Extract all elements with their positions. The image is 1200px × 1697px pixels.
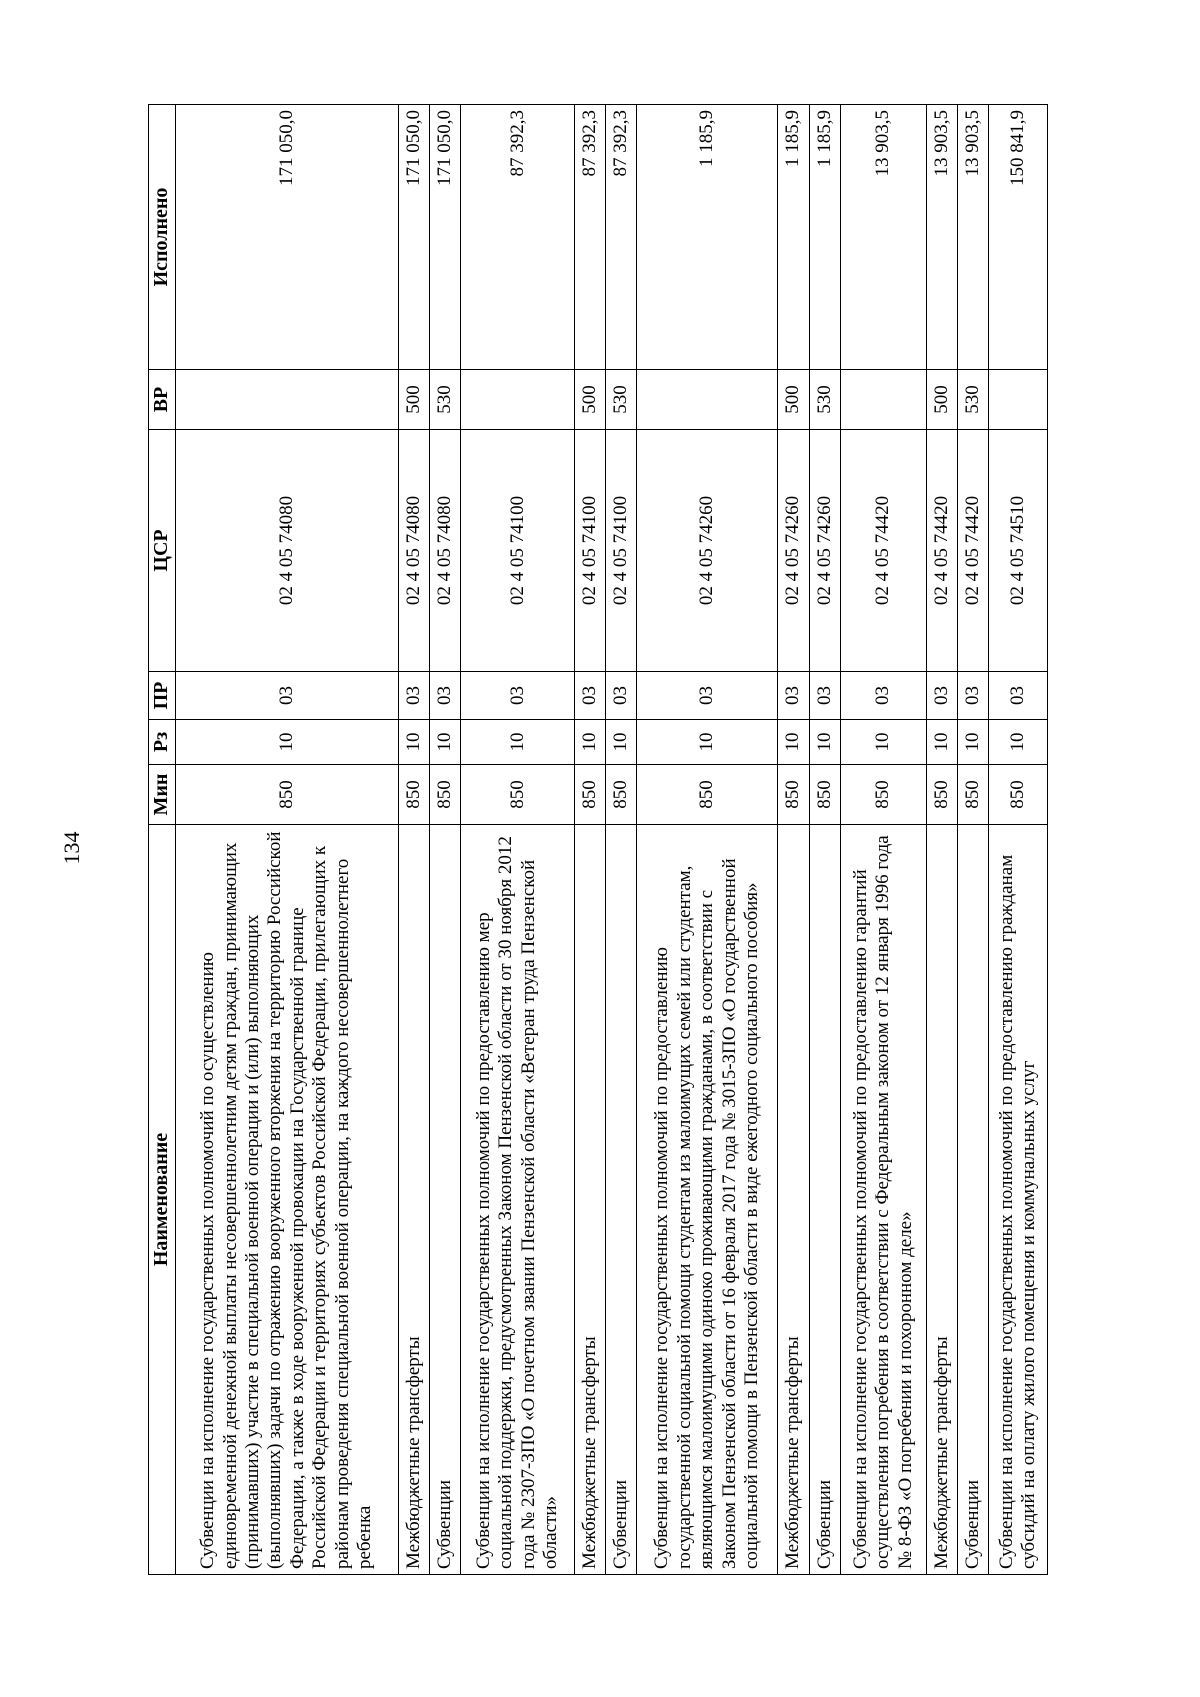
cell-executed: 13 903,5 [926, 105, 957, 370]
cell-name: Субвенции [606, 825, 637, 1575]
cell-executed: 1 185,9 [778, 105, 809, 370]
cell-pr: 03 [637, 672, 778, 720]
cell-name: Межбюджетные трансферты [575, 825, 606, 1575]
cell-rz: 10 [778, 720, 809, 765]
cell-name: Субвенции на исполнение государственных полномочий по предоставлению гражданам субсидий на оплату жилого помещения и коммунальных услуг [989, 825, 1048, 1575]
cell-rz: 10 [840, 720, 926, 765]
cell-min: 850 [399, 765, 430, 825]
cell-vr [840, 370, 926, 430]
cell-pr: 03 [778, 672, 809, 720]
cell-vr: 530 [958, 370, 989, 430]
header-rz: Рз [149, 720, 176, 765]
cell-csr: 02 4 05 74260 [637, 430, 778, 672]
cell-name: Субвенции [958, 825, 989, 1575]
table-row [399, 105, 430, 1575]
cell-name: Субвенции на исполнение государственных полномочий по предоставлению мер социальной поддержки, предусмотренных Законом Пензенской области от 30 ноября 2012 года № 2307-ЗПО «О почетном звании Пензенской области «Ветеран труда Пензенской области» [461, 825, 575, 1575]
table-row [989, 105, 1048, 1575]
cell-vr [637, 370, 778, 430]
cell-vr: 530 [606, 370, 637, 430]
cell-executed: 87 392,3 [461, 105, 575, 370]
cell-pr: 03 [989, 672, 1048, 720]
cell-min: 850 [637, 765, 778, 825]
cell-executed: 171 050,0 [430, 105, 461, 370]
cell-vr: 530 [430, 370, 461, 430]
page-number: 134 [59, 831, 84, 865]
cell-min: 850 [430, 765, 461, 825]
cell-min: 850 [958, 765, 989, 825]
cell-vr: 530 [809, 370, 840, 430]
cell-executed: 1 185,9 [809, 105, 840, 370]
header-csr: ЦСР [149, 430, 176, 672]
cell-name: Субвенции [809, 825, 840, 1575]
cell-min: 850 [461, 765, 575, 825]
cell-csr: 02 4 05 74420 [958, 430, 989, 672]
cell-csr: 02 4 05 74080 [430, 430, 461, 672]
cell-executed: 13 903,5 [958, 105, 989, 370]
cell-csr: 02 4 05 74100 [575, 430, 606, 672]
table-row [175, 105, 399, 1575]
cell-csr: 02 4 05 74100 [461, 430, 575, 672]
cell-rz: 10 [926, 720, 957, 765]
cell-rz: 10 [809, 720, 840, 765]
header-name: Наименование [149, 825, 176, 1575]
cell-name: Субвенции [430, 825, 461, 1575]
cell-csr: 02 4 05 74510 [989, 430, 1048, 672]
table-row [461, 105, 575, 1575]
cell-csr: 02 4 05 74260 [778, 430, 809, 672]
cell-rz: 10 [958, 720, 989, 765]
cell-vr: 500 [926, 370, 957, 430]
cell-name: Межбюджетные трансферты [399, 825, 430, 1575]
cell-pr: 03 [461, 672, 575, 720]
table-row [809, 105, 840, 1575]
cell-min: 850 [840, 765, 926, 825]
cell-executed: 13 903,5 [840, 105, 926, 370]
table-row [430, 105, 461, 1575]
cell-vr: 500 [778, 370, 809, 430]
header-vr: ВР [149, 370, 176, 430]
cell-name: Субвенции на исполнение государственных полномочий по осуществлению единовременной денежной выплаты несовершеннолетним детям граждан, принимающих (принимавших) участие в специальной военной операции и (или) выполняющих (выполнявших) задачи по отражению вооруженного вторжения на территорию Российской Федерации, а также в ходе вооруженной провокации на Государственной границе Российской Федерации и территориях субъектов Российской Федерации, прилегающих к районам проведения специальной военной операции, на каждого несовершеннолетнего ребенка [175, 825, 399, 1575]
cell-min: 850 [926, 765, 957, 825]
cell-rz: 10 [430, 720, 461, 765]
cell-executed: 171 050,0 [399, 105, 430, 370]
table-header-row [149, 105, 176, 1575]
header-executed: Исполнено [149, 105, 176, 370]
cell-name: Межбюджетные трансферты [778, 825, 809, 1575]
cell-csr: 02 4 05 74420 [840, 430, 926, 672]
table-row [840, 105, 926, 1575]
header-pr: ПР [149, 672, 176, 720]
table-row [958, 105, 989, 1575]
rotated-table-container [148, 105, 1048, 1575]
table-row [575, 105, 606, 1575]
cell-csr: 02 4 05 74080 [175, 430, 399, 672]
table-row [778, 105, 809, 1575]
cell-min: 850 [778, 765, 809, 825]
cell-vr [175, 370, 399, 430]
cell-csr: 02 4 05 74420 [926, 430, 957, 672]
cell-executed: 171 050,0 [175, 105, 399, 370]
cell-vr: 500 [575, 370, 606, 430]
cell-min: 850 [175, 765, 399, 825]
cell-rz: 10 [399, 720, 430, 765]
cell-min: 850 [575, 765, 606, 825]
cell-min: 850 [606, 765, 637, 825]
cell-csr: 02 4 05 74080 [399, 430, 430, 672]
cell-pr: 03 [175, 672, 399, 720]
table-row [926, 105, 957, 1575]
cell-pr: 03 [809, 672, 840, 720]
table-row [606, 105, 637, 1575]
table-body [175, 105, 1047, 1575]
cell-vr: 500 [399, 370, 430, 430]
cell-rz: 10 [575, 720, 606, 765]
cell-name: Субвенции на исполнение государственных полномочий по предоставлению государственной социальной помощи студентам из малоимущих семей или студентам, являющимся малоимущими одиноко проживающими гражданами, в соответствии с Законом Пензенской области от 16 февраля 2017 года № 3015-ЗПО «О государственной социальной помощи в Пензенской области в виде ежегодного социального пособия» [637, 825, 778, 1575]
header-min: Мин [149, 765, 176, 825]
budget-table [148, 104, 1048, 1575]
cell-name: Субвенции на исполнение государственных полномочий по предоставлению гарантий осуществления погребения в соответствии с Федеральным законом от 12 января 1996 года № 8-ФЗ «О погребении и похоронном деле» [840, 825, 926, 1575]
cell-pr: 03 [399, 672, 430, 720]
cell-csr: 02 4 05 74100 [606, 430, 637, 672]
cell-pr: 03 [575, 672, 606, 720]
cell-csr: 02 4 05 74260 [809, 430, 840, 672]
cell-executed: 87 392,3 [606, 105, 637, 370]
cell-executed: 87 392,3 [575, 105, 606, 370]
cell-rz: 10 [461, 720, 575, 765]
table-row [637, 105, 778, 1575]
cell-vr [461, 370, 575, 430]
cell-rz: 10 [175, 720, 399, 765]
cell-rz: 10 [989, 720, 1048, 765]
cell-pr: 03 [840, 672, 926, 720]
cell-pr: 03 [926, 672, 957, 720]
cell-executed: 1 185,9 [637, 105, 778, 370]
cell-min: 850 [809, 765, 840, 825]
cell-rz: 10 [637, 720, 778, 765]
cell-min: 850 [989, 765, 1048, 825]
cell-name: Межбюджетные трансферты [926, 825, 957, 1575]
cell-executed: 150 841,9 [989, 105, 1048, 370]
cell-rz: 10 [606, 720, 637, 765]
cell-pr: 03 [606, 672, 637, 720]
cell-vr [989, 370, 1048, 430]
cell-pr: 03 [430, 672, 461, 720]
cell-pr: 03 [958, 672, 989, 720]
